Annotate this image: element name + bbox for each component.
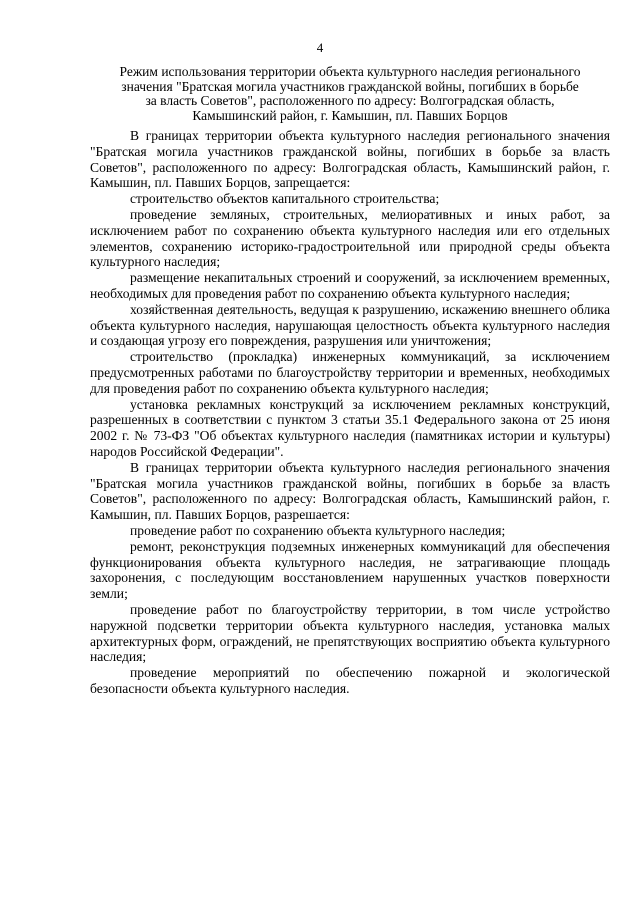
paragraph-item: проведение работ по благоустройству территории, в том числе устройство наружной подсветки территории объекта культурного наследия, установка малых архитектурных форм, ограждений, не препятствующих восприятию объекта культурного наследия;: [90, 601, 610, 665]
paragraph-item: строительство объектов капитального строительства;: [130, 191, 440, 207]
title-line: Камышинский район, г. Камышин, пл. Павших Борцов: [192, 107, 508, 123]
paragraph-item: установка рекламных конструкций за исключением рекламных конструкций, разрешенных в соответствии с пунктом 3 статьи 35.1 Федерального закона от 25 июня 2002 г. № 73-ФЗ "Об объектах культурного наследия (памятниках истории и культуры) народов Российской Федерации".: [90, 396, 610, 459]
page-number: 4: [316, 40, 324, 55]
paragraph-item: ремонт, реконструкция подземных инженерных коммуникаций для обеспечения функционирования объекта культурного наследия, не затрагивающие площадь захоронения, с последующим восстановлением нарушенных участков поверхности земли;: [90, 538, 610, 602]
paragraph-item: проведение работ по сохранению объекта культурного наследия;: [130, 522, 506, 538]
paragraph-item: проведение земляных, строительных, мелиоративных и иных работ, за исключением работ по сохранению объекта культурного наследия или его отдельных элементов, сохранению историко-градостроительной или природной среды объекта культурного наследия;: [90, 206, 610, 270]
document-body: [90, 128, 610, 697]
title-line: Режим использования территории объекта культурного наследия регионального: [119, 64, 581, 79]
title-line: значения "Братская могила участников гражданской войны, погибших в борьбе: [121, 78, 579, 94]
title-line: за власть Советов", расположенного по адресу: Волгоградская область,: [145, 93, 555, 108]
paragraph-permitted-intro: В границах территории объекта культурного наследия регионального значения "Братская могила участников гражданской войны, погибших в борьбе за власть Советов", расположенного по адресу: Волгоградская область, Камышинский район, г. Камышин, пл. Павших Борцов, разрешается:: [90, 459, 610, 523]
paragraph-item: проведение мероприятий по обеспечению пожарной и экологической безопасности объекта культурного наследия.: [90, 665, 610, 696]
paragraph-item: хозяйственная деятельность, ведущая к разрушению, искажению внешнего облика объекта культурного наследия, нарушающая целостность объекта культурного наследия и создающая угрозу его повреждения, разрушения или уничтожения;: [90, 301, 610, 349]
paragraph-prohibited-intro: В границах территории объекта культурного наследия регионального значения "Братская могила участников гражданской войны, погибших в борьбе за власть Советов", расположенного по адресу: Волгоградская область, Камышинский район, г. Камышин, пл. Павших Борцов, запрещается:: [90, 128, 610, 191]
paragraph-item: размещение некапитальных строений и сооружений, за исключением временных, необходимых для проведения работ по сохранению объекта культурного наследия;: [90, 270, 610, 301]
document-title: [90, 65, 610, 123]
paragraph-item: строительство (прокладка) инженерных коммуникаций, за исключением предусмотренных работами по благоустройству территории и временных, необходимых для проведения работ по сохранению объекта культурного наследия;: [90, 349, 610, 396]
